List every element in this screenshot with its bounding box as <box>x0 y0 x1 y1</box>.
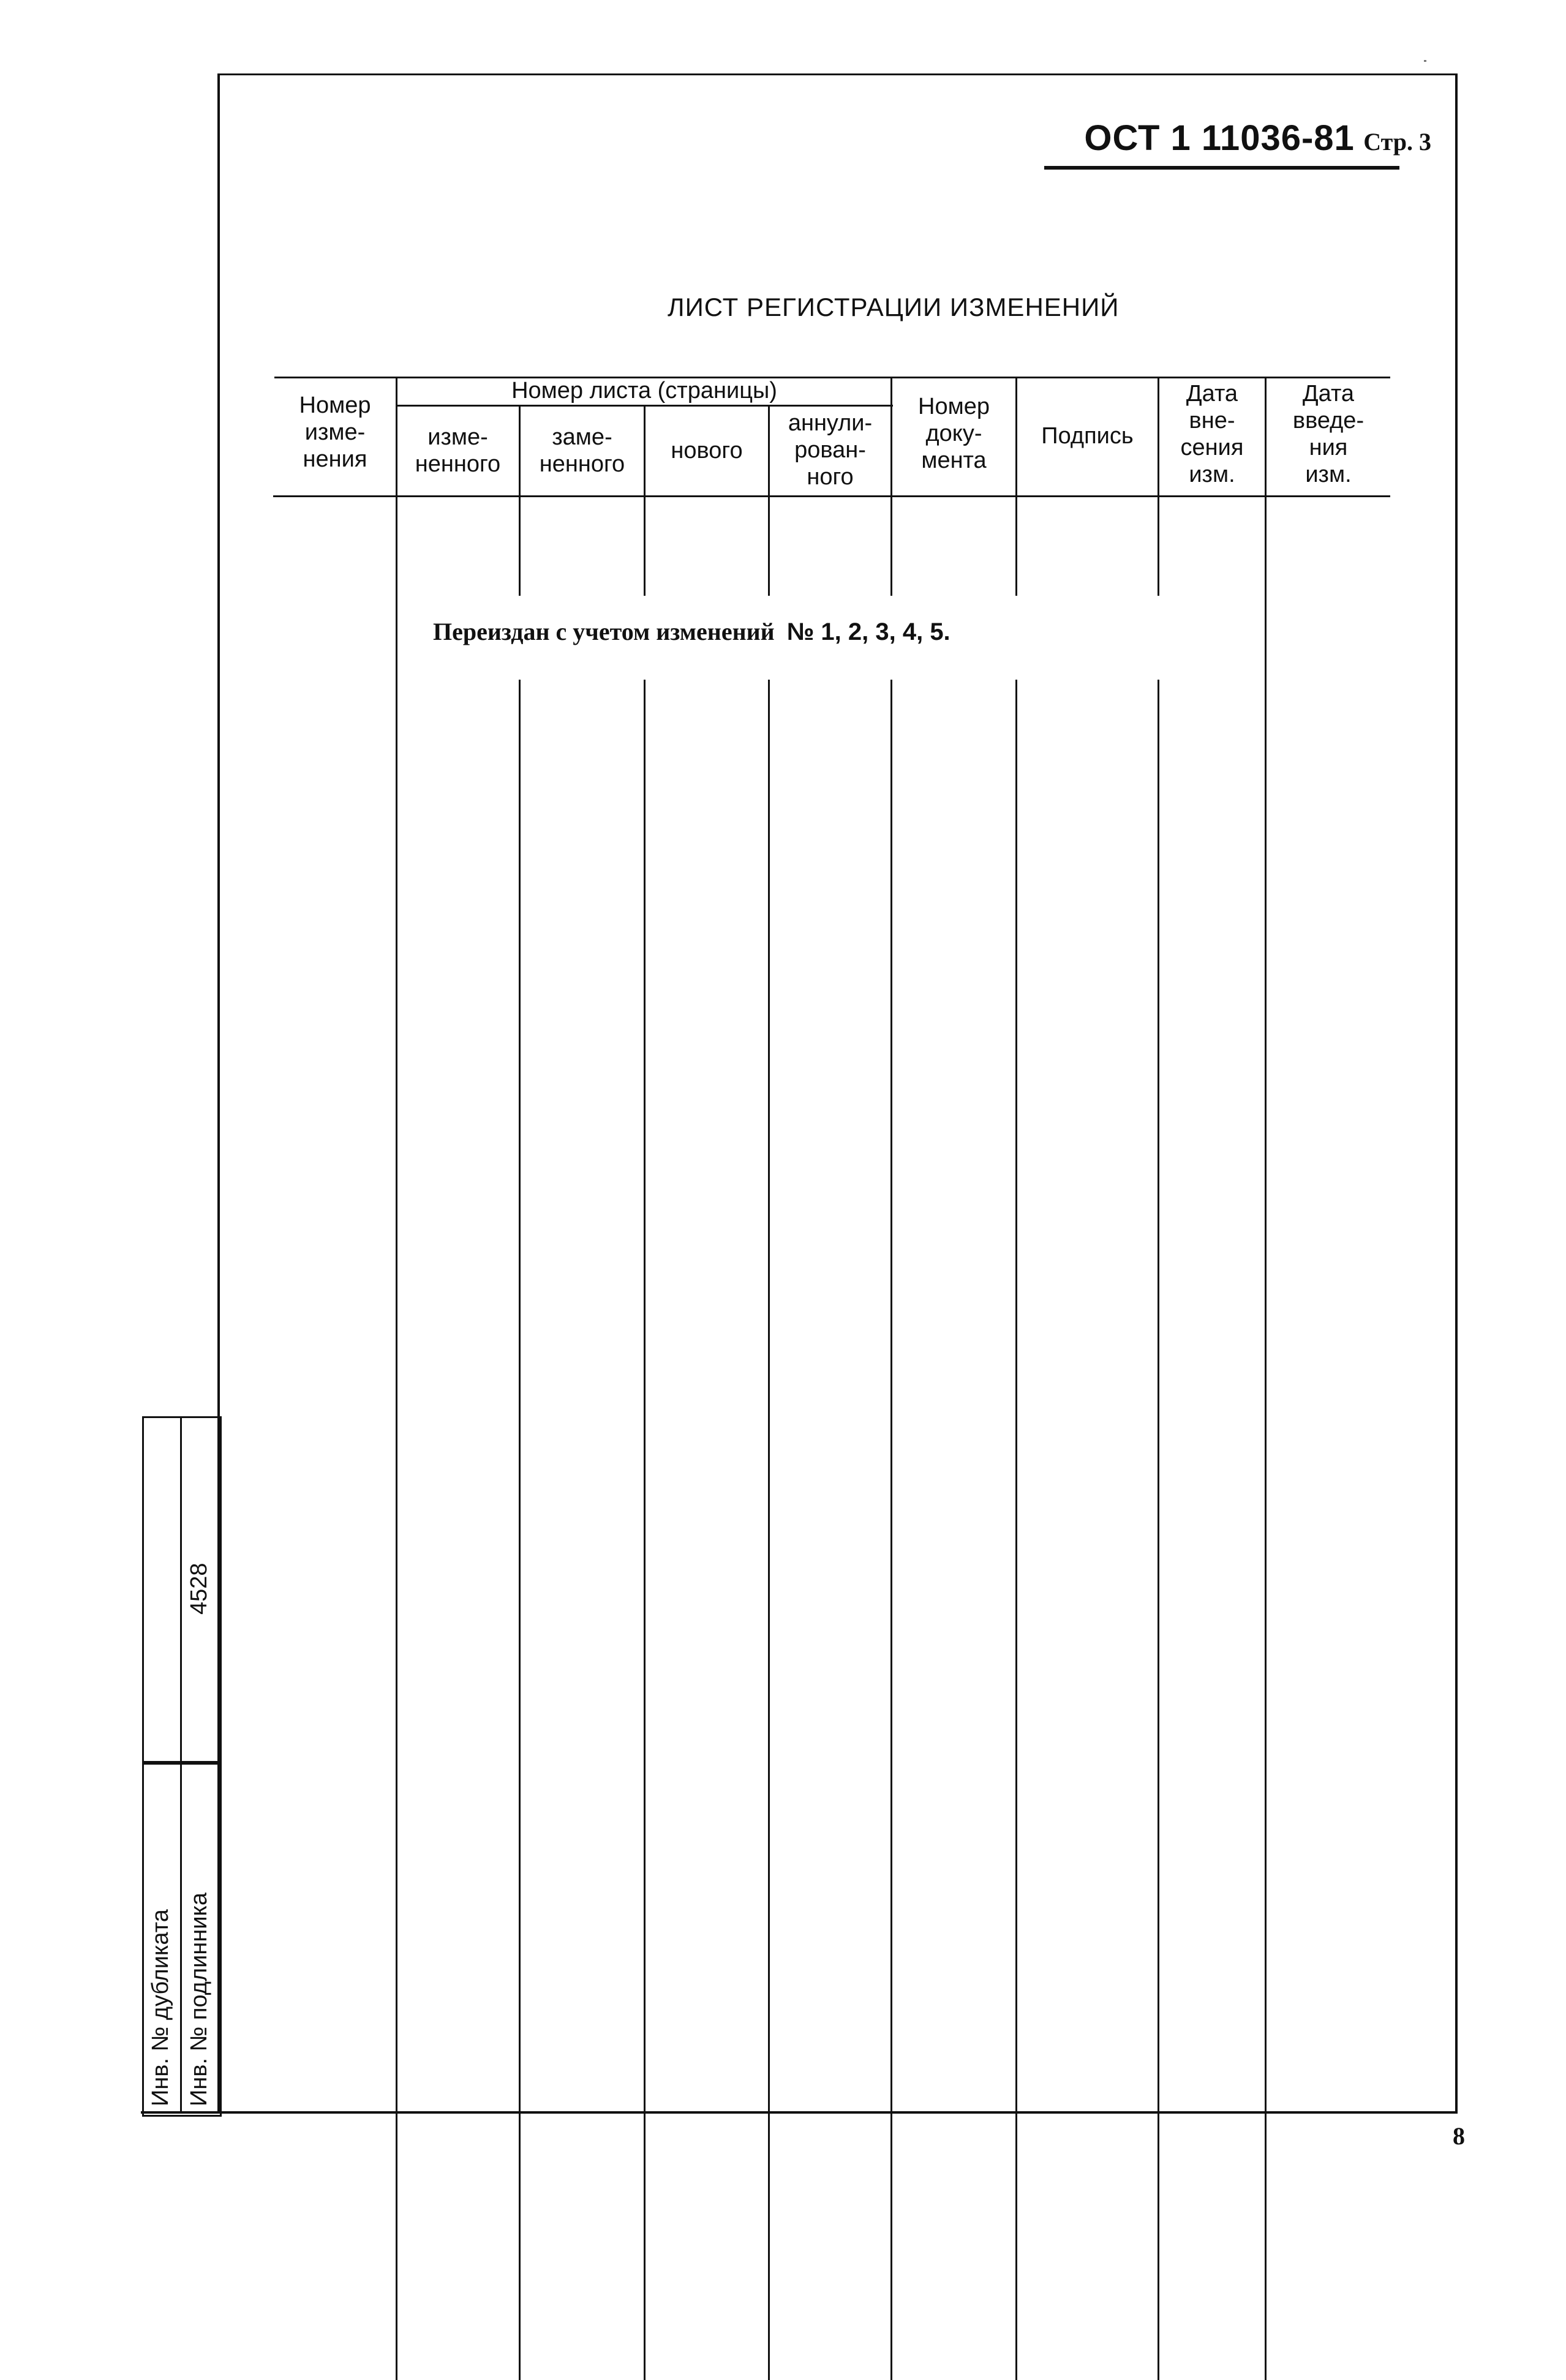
header-effective-date: Дата введе- ния изм. <box>1292 381 1365 487</box>
column-divider <box>1265 377 1267 2380</box>
reissue-note <box>433 617 951 646</box>
stamp-lower-divider <box>180 1761 182 2113</box>
reissue-note-numbers: № 1, 2, 3, 4, 5. <box>786 618 951 645</box>
page-label: Стр. 3 <box>1363 128 1431 156</box>
column-divider <box>519 680 521 2380</box>
column-divider <box>890 680 892 2380</box>
header-sheet-number-group: Номер листа (страницы) <box>511 378 777 404</box>
column-divider <box>644 405 646 596</box>
document-code: ОСТ 1 11036-81 <box>1084 118 1355 158</box>
column-divider <box>1158 680 1159 2380</box>
header-document-number: Номер доку- мента <box>918 394 990 473</box>
stamp-upper-divider <box>180 1416 182 1761</box>
page-number: 8 <box>1453 2122 1465 2150</box>
frame-bottom-border <box>141 2111 1458 2114</box>
header-changed-sheet: изме- ненного <box>415 424 501 477</box>
column-divider <box>1015 377 1017 596</box>
header-signature: Подпись <box>1041 423 1134 449</box>
frame-top-border <box>217 73 1458 75</box>
original-inventory-label: Инв. № подлинника <box>186 1892 212 2106</box>
column-divider <box>1015 680 1017 2380</box>
column-divider <box>396 377 397 2380</box>
sheet-title-text: ЛИСТ РЕГИСТРАЦИИ ИЗМЕНЕНИЙ <box>668 293 1120 321</box>
header-entry-date: Дата вне- сения изм. <box>1180 381 1244 487</box>
reissue-note-text: Переиздан с учетом изменений <box>433 618 775 645</box>
header-new-sheet: нового <box>671 438 743 464</box>
scan-speck <box>1424 60 1426 62</box>
column-divider <box>768 680 770 2380</box>
document-header <box>1084 118 1431 159</box>
original-inventory-number: 4528 <box>186 1563 212 1615</box>
header-change-number: Номер изме- нения <box>299 392 371 472</box>
header-underline <box>1044 166 1399 170</box>
header-cancelled-sheet: аннули- рован- ного <box>788 410 873 490</box>
header-bottom-rule <box>273 495 1390 497</box>
header-replaced-sheet: заме- ненного <box>539 424 625 477</box>
duplicate-inventory-label: Инв. № дубликата <box>148 1909 173 2106</box>
frame-right-border <box>1455 73 1458 2114</box>
column-divider <box>644 680 646 2380</box>
